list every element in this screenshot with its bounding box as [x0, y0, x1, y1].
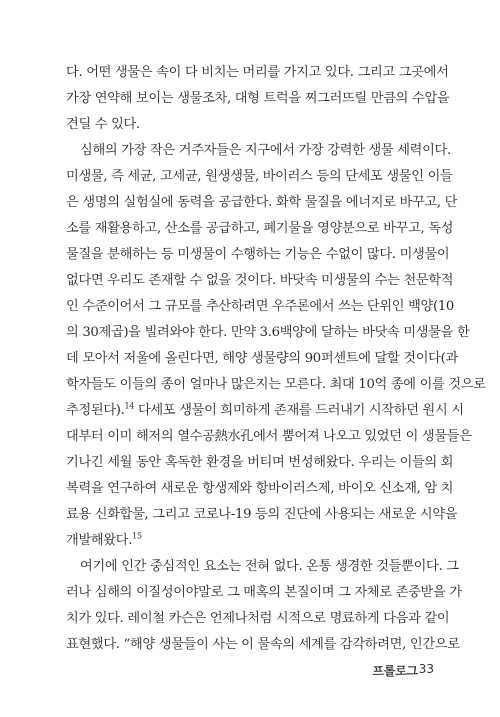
running-footer-label: 프롤로그 — [372, 664, 418, 678]
paragraph-start-line: 심해의 가장 작은 거주자들은 지구에서 가장 강력한 생물 세력이다. — [80, 143, 451, 158]
text-line: 대부터 이미 해저의 열수공熱水孔에서 뿜어져 나오고 있었던 이 생물들은 — [66, 429, 472, 444]
text-line: 물질을 분해하는 등 미생물이 수행하는 기능은 수없이 많다. 미생물이 — [66, 247, 450, 262]
text-segment: 개발해왔다. — [66, 533, 133, 548]
text-line: 표현했다. “해양 생물들이 사는 이 물속의 세계를 감각하려면, 인간으로 — [66, 637, 460, 652]
text-line: 료용 신화합물, 그리고 코로나-19 등의 진단에 사용되는 새로운 시약을 — [66, 507, 458, 522]
text-line: 견딜 수 있다. — [66, 117, 140, 132]
text-line: 기나긴 세월 동안 혹독한 환경을 버티며 번성해왔다. 우리는 이들의 회 — [66, 455, 454, 470]
text-line: 학자들도 이들의 종이 얼마나 많은지는 모른다. 최대 10억 종에 이를 것으로 — [66, 377, 486, 392]
page-number: 33 — [418, 662, 434, 676]
text-line: 치가 있다. 레이철 카슨은 언제나처럼 시적으로 명료하게 다음과 같이 — [66, 611, 450, 626]
text-segment: 추정된다). — [66, 403, 125, 418]
text-line-with-footnote — [66, 532, 436, 550]
paragraph-start-line: 여기에 인간 중심적인 요소는 전혀 없다. 온통 생경한 것들뿐이다. 그 — [80, 559, 459, 574]
page-footer — [0, 662, 500, 680]
text-line: 인 수준이어서 그 규모를 추산하려면 우주론에서 쓰는 단위인 백양(10 — [66, 299, 455, 314]
text-line-with-footnote — [66, 401, 464, 420]
text-line: 소를 재활용하고, 산소를 공급하고, 폐기물을 영양분으로 바꾸고, 독성 — [66, 221, 454, 236]
text-line: 없다면 우리도 존재할 수 없을 것이다. 바닷속 미생물의 수는 천문학적 — [66, 273, 454, 288]
text-line: 복력을 연구하여 새로운 항생제와 항바이러스제, 바이오 신소재, 암 치 — [66, 481, 454, 496]
text-line: 은 생명의 실험실에 동력을 공급한다. 화학 물질을 에너지로 바꾸고, 단 — [66, 195, 458, 210]
text-line: 데 모아서 저울에 올린다면, 해양 생물량의 90퍼센트에 달할 것이다(과 — [66, 351, 458, 366]
text-line: 의 30제곱)을 빌려와야 한다. 만약 3.6백양에 달하는 바닷속 미생물을 한 — [66, 325, 470, 340]
text-line: 가장 연약해 보이는 생물조차, 대형 트럭을 찌그러뜨릴 만큼의 수압을 — [66, 91, 450, 106]
text-line: 러나 심해의 이질성이야말로 그 매혹의 본질이며 그 자체로 존중받을 가 — [66, 585, 462, 600]
text-line: 다. 어떤 생물은 속이 다 비치는 머리를 가지고 있다. 그리고 그곳에서 — [66, 65, 449, 80]
text-line: 미생물, 즉 세균, 고세균, 원생생물, 바이러스 등의 단세포 생물인 이들 — [66, 169, 453, 184]
footnote-marker[interactable]: 15 — [132, 531, 142, 541]
text-segment: 다세포 생물이 희미하게 존재를 드러내기 시작하던 원시 시 — [134, 403, 464, 418]
footnote-marker[interactable]: 14 — [124, 401, 135, 411]
